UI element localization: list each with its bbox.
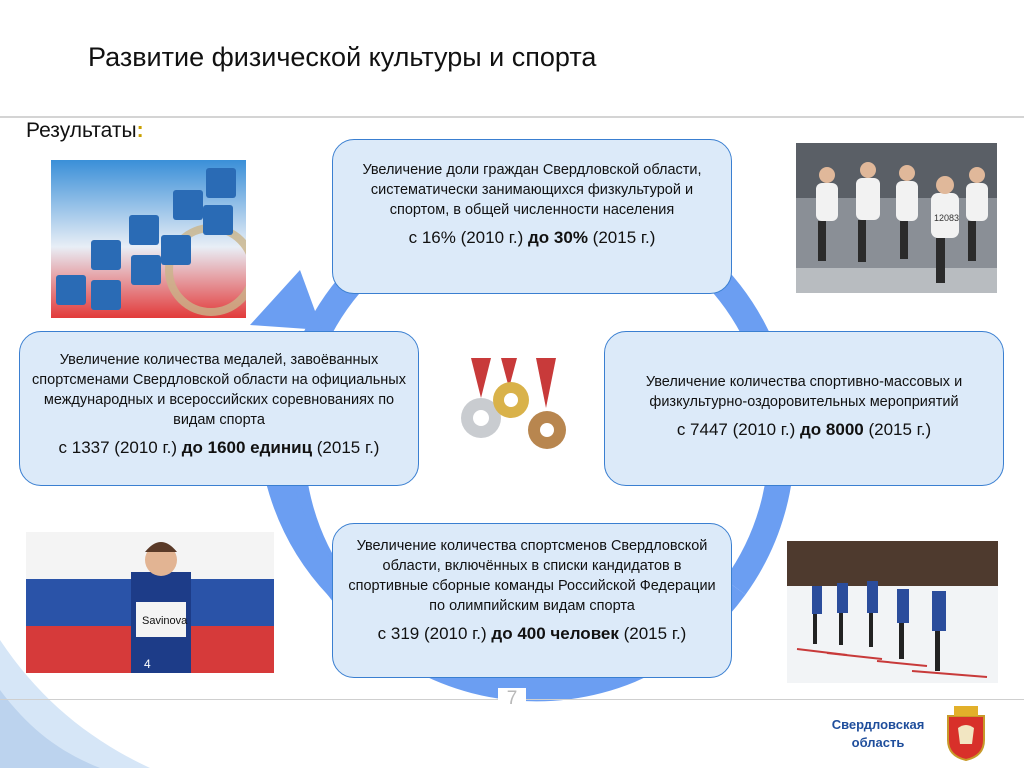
- value-year: (2015 г.): [312, 438, 380, 457]
- box-citizens-share: [332, 139, 732, 294]
- cycle-arrow-head: [250, 270, 322, 330]
- slide-title: Развитие физической культуры и спорта: [88, 42, 597, 72]
- athlete-bib-number: 4: [144, 657, 151, 671]
- value-target: до 8000: [800, 420, 864, 439]
- box-national-team-athletes-value: [343, 624, 721, 644]
- athlete-with-flag-photo: [26, 532, 274, 673]
- box-national-team-athletes-description: Увеличение количества спортсменов Свердловской области, включённых в списки кандидатов в спортивные сборные команды Российской Федерации по олимпийским видам спорта: [348, 538, 716, 614]
- coat-of-arms-icon: [944, 706, 988, 762]
- region-name-line2: область: [851, 735, 905, 750]
- box-medals-count-value: [30, 438, 408, 458]
- results-heading-colon: :: [136, 119, 144, 142]
- box-medals-count-description: Увеличение количества медалей, завоёванных спортсменами Свердловской области на официальных международных и всероссийских соревнованиях по видам спорта: [32, 352, 406, 428]
- olympic-medals-photo: [451, 358, 577, 456]
- value-year: (2015 г.): [618, 624, 687, 643]
- box-events-count: [604, 331, 1004, 486]
- athlete-bib-name: Savinova: [142, 615, 188, 627]
- region-name-line1: Свердловская: [831, 717, 925, 732]
- marathon-runners-photo: [796, 143, 997, 293]
- results-heading-text: Результаты: [26, 119, 137, 142]
- box-citizens-share-value: [347, 228, 717, 248]
- value-from: с 7447 (2010 г.): [676, 420, 801, 439]
- runner-bib-number: 12083: [934, 213, 960, 223]
- box-medals-count: [19, 331, 419, 486]
- box-events-count-value: [615, 420, 993, 440]
- value-year: (2015 г.): [863, 420, 932, 439]
- value-target: до 1600 единиц: [181, 438, 313, 457]
- cross-country-skiers-photo: [787, 541, 998, 683]
- value-target: до 30%: [528, 228, 588, 247]
- sport-pictograms-collage: [51, 160, 246, 318]
- value-year: (2015 г.): [587, 228, 656, 247]
- value-from: с 319 (2010 г.): [377, 624, 492, 643]
- box-citizens-share-description: Увеличение доли граждан Свердловской области, систематически занимающихся физкультурой и спортом, в общей численности населения: [362, 162, 702, 218]
- box-national-team-athletes: [332, 523, 732, 678]
- value-from: с 16% (2010 г.): [408, 228, 529, 247]
- value-from: с 1337 (2010 г.): [58, 438, 182, 457]
- value-target: до 400 человек: [491, 624, 619, 643]
- box-events-count-description: Увеличение количества спортивно-массовых и физкультурно-оздоровительных мероприятий: [645, 374, 963, 410]
- page-number: 7: [498, 688, 526, 710]
- region-name: [808, 716, 948, 752]
